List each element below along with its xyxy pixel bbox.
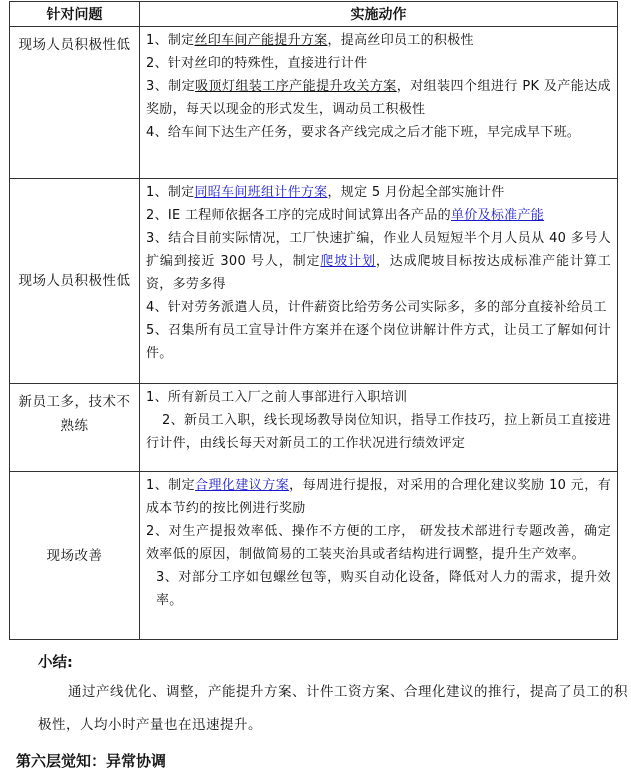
actions-cell bbox=[140, 384, 618, 472]
table-row bbox=[10, 472, 618, 640]
action-text: ，规定 5 月份起全部实施计件 bbox=[327, 185, 505, 200]
action-text: ，对组装四个组进行 PK 及产能达成奖励，每天以现金的形式发生，调动员工积极性 bbox=[146, 79, 611, 117]
plan-name-text: 爬坡计划 bbox=[320, 254, 376, 269]
plan-name-text: 吸顶灯组装工序产能提升攻关方案 bbox=[195, 79, 397, 94]
action-text: 1、制定 bbox=[146, 185, 195, 200]
table-header-row bbox=[10, 2, 618, 27]
table-row bbox=[10, 179, 618, 384]
action-item bbox=[146, 474, 611, 520]
actions-cell bbox=[140, 179, 618, 384]
action-text: 4、针对劳务派遣人员，计件薪资比给劳务公司实际多，多的部分直接补给员工 bbox=[146, 300, 607, 315]
action-text: 5、召集所有员工宣导计件方案并在逐个岗位讲解计件方式，让员工了解如何计件。 bbox=[146, 323, 611, 361]
summary-paragraph: 通过产线优化、调整，产能提升方案、计件工资方案、合理化建议的推行，提高了员工的积极性，人均小时产量也在迅速提升。 bbox=[38, 684, 628, 733]
action-item bbox=[146, 121, 611, 144]
action-text: ，达成爬坡目标按达成标准产能计算工资，多劳多得 bbox=[146, 254, 611, 292]
action-item bbox=[146, 386, 611, 409]
action-item bbox=[146, 204, 611, 227]
summary-title: 小结: bbox=[38, 655, 73, 671]
action-item bbox=[146, 409, 611, 455]
action-item bbox=[146, 75, 611, 121]
action-text: 1、制定 bbox=[146, 478, 196, 493]
action-item bbox=[146, 227, 611, 296]
action-item bbox=[146, 52, 611, 75]
action-item bbox=[146, 319, 611, 365]
action-text: 2、对生产提报效率低、操作不方便的工序， 研发技术部进行专题改善，确定效率低的原因，制做简易的工装夹治具或者结构进行调整，提升生产效率。 bbox=[146, 524, 611, 562]
action-item bbox=[146, 29, 611, 52]
action-text: ，提高丝印员工的积极性 bbox=[327, 33, 474, 48]
action-item bbox=[146, 296, 611, 319]
section-heading: 第六层觉知：异常协调 bbox=[16, 752, 167, 770]
plan-name-text: 单价及标准产能 bbox=[450, 208, 545, 223]
action-text: 1、所有新员工入厂之前人事部进行入职培训 bbox=[146, 390, 408, 405]
action-item bbox=[146, 566, 611, 612]
plan-name-text: 同昭车间班组计件方案 bbox=[194, 185, 328, 200]
actions-cell bbox=[140, 27, 618, 179]
action-item bbox=[146, 520, 611, 566]
actions-cell bbox=[140, 472, 618, 640]
action-text: ，每周进行提报，对采用的合理化建议奖励 10 元，有成本节约的按比例进行奖励 bbox=[146, 478, 611, 516]
action-text: 2、针对丝印的特殊性，直接进行计件 bbox=[146, 56, 368, 71]
header-issue: 针对问题 bbox=[10, 2, 140, 27]
issue-cell: 现场人员积极性低 bbox=[10, 179, 140, 384]
issue-cell: 新员工多，技术不熟练 bbox=[10, 384, 140, 472]
table-row bbox=[10, 27, 618, 179]
action-item bbox=[146, 181, 611, 204]
plan-name-text: 合理化建议方案 bbox=[195, 478, 290, 493]
plan-name-text: 丝印车间产能提升方案 bbox=[194, 33, 328, 48]
action-text: 2、新员工入职，线长现场教导岗位知识，指导工作技巧，拉上新员工直接进行计件，由线长每天对新员工的工作状况进行绩效评定 bbox=[146, 413, 611, 451]
table-row bbox=[10, 384, 618, 472]
action-text: 2、IE 工程师依据各工序的完成时间试算出各产品的 bbox=[146, 208, 451, 223]
header-actions: 实施动作 bbox=[140, 2, 618, 27]
action-text: 3、结合目前实际情况，工厂快速扩编，作业人员短短半个月人员从 40 多号人扩编到接近 300 号人，制定 bbox=[146, 231, 611, 269]
action-text: 1、制定 bbox=[146, 33, 195, 48]
issue-cell: 现场人员积极性低 bbox=[10, 27, 140, 179]
action-text: 4、给车间下达生产任务，要求各产线完成之后才能下班，早完成早下班。 bbox=[146, 125, 581, 140]
action-table bbox=[9, 1, 618, 640]
issue-cell: 现场改善 bbox=[10, 472, 140, 640]
action-text: 3、对部分工序如包螺丝包等，购买自动化设备，降低对人力的需求，提升效率。 bbox=[156, 570, 611, 608]
action-text: 3、制定 bbox=[146, 79, 196, 94]
